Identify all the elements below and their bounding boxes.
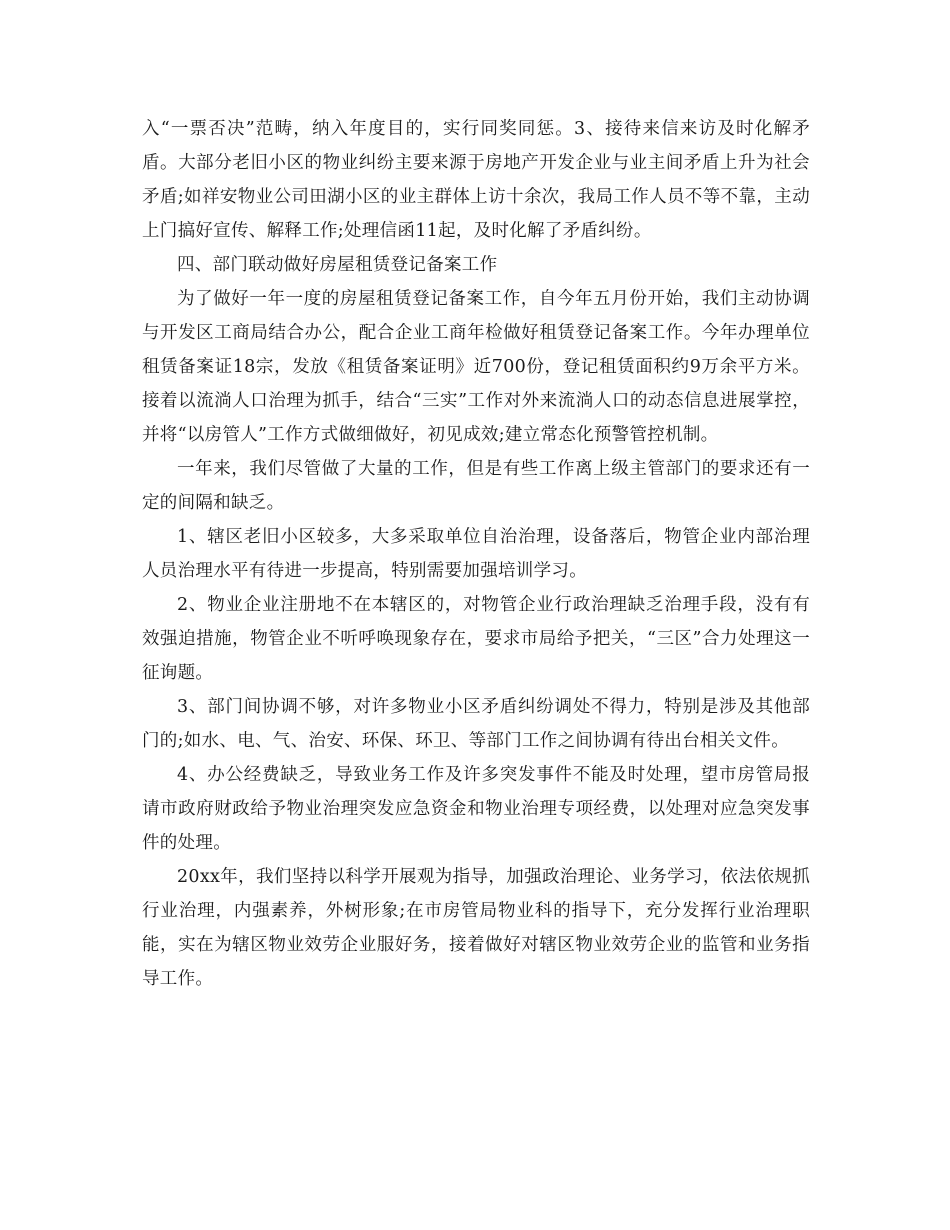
paragraph-future-plan: 20xx年，我们坚持以科学开展观为指导，加强政治理论、业务学习，依法依规抓行业治理，内强素养，外树形象;在市房管局物业科的指导下，充分发挥行业治理职能，实在为辖区物业效劳企业服好务，接着做好对辖区物业效劳企业的监管和业务指导工作。: [142, 867, 810, 989]
paragraph-shortcomings-intro: 一年来，我们尽管做了大量的工作，但是有些工作离上级主管部门的要求还有一定的间隔和缺乏。: [142, 459, 810, 513]
paragraph-continuation: 入“一票否决”范畴，纳入年度目的，实行同奖同惩。3、接待来信来访及时化解矛盾。大部分老旧小区的物业纠纷主要来源于房地产开发企业与业主间矛盾上升为社会矛盾;如祥安物业公司田湖小区的业主群体上访十余次，我局工作人员不等不靠，主动上门搞好宣传、解释工作;处理信函11起，及时化解了矛盾纠纷。: [142, 119, 810, 241]
list-item-3: 3、部门间协调不够，对许多物业小区矛盾纠纷调处不得力，特别是涉及其他部门的;如水、电、气、治安、环保、环卫、等部门工作之间协调有待出台相关文件。: [142, 697, 810, 751]
list-item-2: 2、物业企业注册地不在本辖区的，对物管企业行政治理缺乏治理手段，没有有效强迫措施，物管企业不听呼唤现象存在，要求市局给予把关，“三区”合力处理这一征询题。: [142, 595, 810, 683]
list-item-1: 1、辖区老旧小区较多，大多采取单位自治治理，设备落后，物管企业内部治理人员治理水平有待进一步提高，特别需要加强培训学习。: [142, 527, 810, 581]
paragraph-rental-work: 为了做好一年一度的房屋租赁登记备案工作，自今年五月份开始，我们主动协调与开发区工商局结合办公，配合企业工商年检做好租赁登记备案工作。今年办理单位租赁备案证18宗，发放《租赁备案证明》近700份，登记租赁面积约9万余平方米。接着以流淌人口治理为抓手，结合“三实”工作对外来流淌人口的动态信息进展掌控，并将“以房管人”工作方式做细做好，初见成效;建立常态化预警管控机制。: [142, 289, 810, 445]
list-item-4: 4、办公经费缺乏，导致业务工作及许多突发事件不能及时处理，望市房管局报请市政府财政给予物业治理突发应急资金和物业治理专项经费，以处理对应急突发事件的处理。: [142, 765, 810, 853]
document-page: [142, 112, 810, 996]
section-heading-rental-registration: 四、部门联动做好房屋租赁登记备案工作: [177, 255, 498, 275]
